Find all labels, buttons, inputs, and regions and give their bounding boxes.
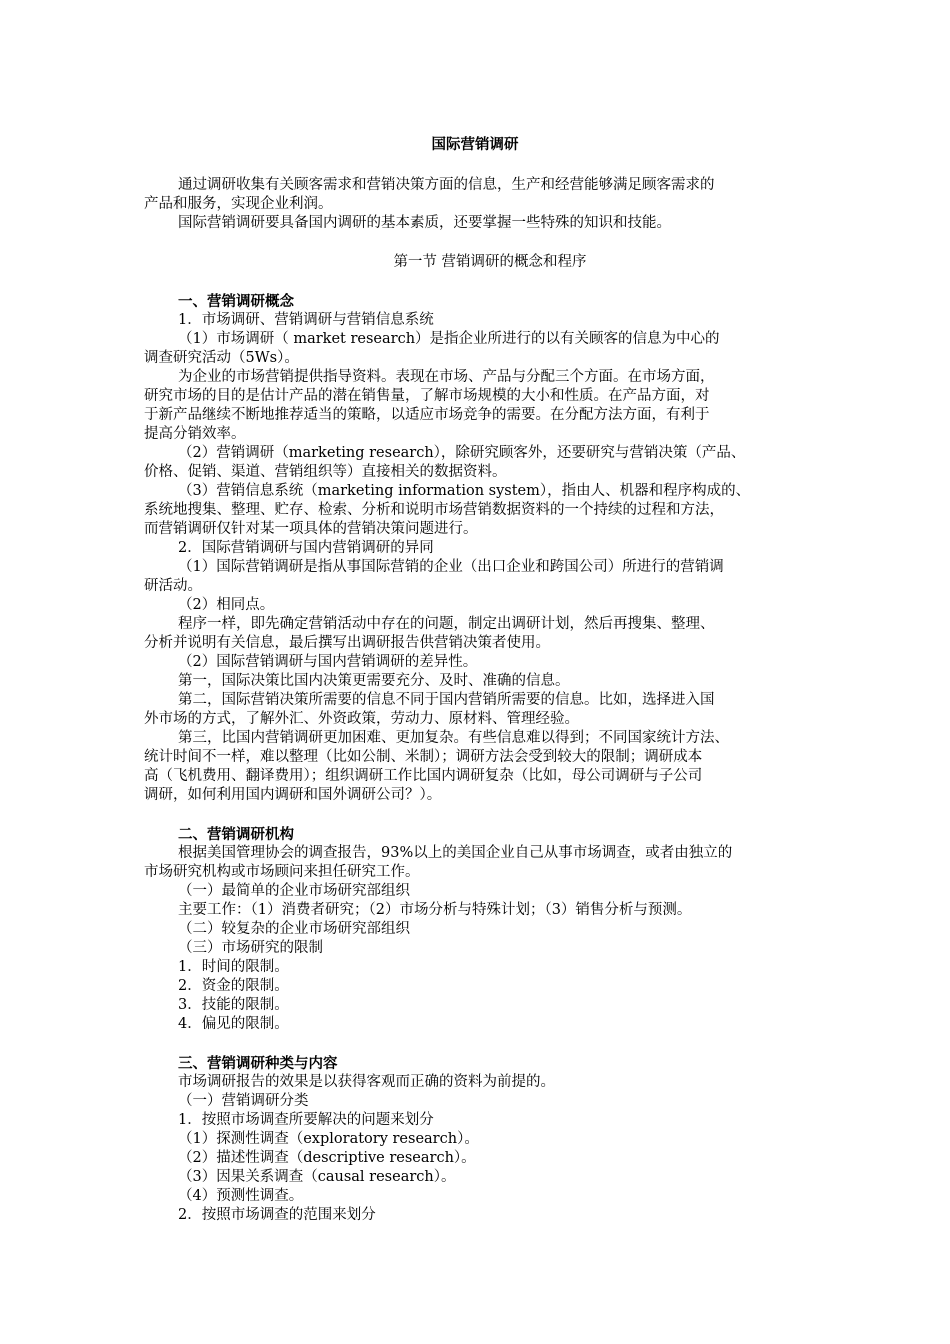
- paragraph-line: （一）最简单的企业市场研究部组织: [178, 883, 410, 899]
- paragraph-line: 3．技能的限制。: [178, 997, 289, 1013]
- paragraph-line: 主要工作：（1）消费者研究；（2）市场分析与特殊计划；（3）销售分析与预测。: [178, 902, 692, 918]
- paragraph-line: 而营销调研仅针对某一项具体的营销决策问题进行。: [144, 521, 478, 537]
- paragraph-line: 提高分销效率。: [144, 426, 246, 442]
- intro-line: 产品和服务，实现企业利润。: [144, 196, 333, 212]
- paragraph-line: 价格、促销、渠道、营销组织等）直接相关的数据资料。: [144, 464, 507, 480]
- intro-line: 国际营销调研要具备国内调研的基本素质，还要掌握一些特殊的知识和技能。: [178, 215, 671, 231]
- paragraph-line: 第二，国际营销决策所需要的信息不同于国内营销所需要的信息。比如，选择进入国: [178, 692, 715, 708]
- paragraph-line: （3）营销信息系统（marketing information system），指由人、机器和程序构成的、: [178, 483, 751, 499]
- paragraph-line: 分析并说明有关信息，最后撰写出调研报告供营销决策者使用。: [144, 635, 550, 651]
- document-title: 国际营销调研: [431, 136, 519, 153]
- paragraph-line: （4）预测性调查。: [178, 1188, 304, 1204]
- paragraph-line: 市场研究机构或市场顾问来担任研究工作。: [144, 864, 420, 880]
- paragraph-line: （2）相同点。: [178, 597, 275, 613]
- paragraph-line: 根据美国管理协会的调查报告，93%以上的美国企业自己从事市场调查，或者由独立的: [178, 845, 733, 861]
- paragraph-line: （3）因果关系调查（causal research）。: [178, 1169, 456, 1185]
- paragraph-line: 1．时间的限制。: [178, 959, 289, 975]
- paragraph-line: （1）探测性调查（exploratory research）。: [178, 1131, 479, 1147]
- paragraph-line: （三）市场研究的限制: [178, 940, 323, 956]
- paragraph-line: （二）较复杂的企业市场研究部组织: [178, 921, 410, 937]
- section-heading: 三、营销调研种类与内容: [178, 1055, 338, 1072]
- section-title: 第一节 营销调研的概念和程序: [393, 254, 587, 270]
- section-heading: 一、营销调研概念: [178, 293, 294, 310]
- paragraph-line: 2．按照市场调查的范围来划分: [178, 1207, 376, 1223]
- paragraph-line: 于新产品继续不断地推荐适当的策略，以适应市场竞争的需要。在分配方法方面，有利于: [144, 407, 710, 423]
- paragraph-line: 统计时间不一样，难以整理（比如公制、米制）；调研方法会受到较大的限制；调研成本: [144, 749, 703, 765]
- paragraph-line: 第一，国际决策比国内决策更需要充分、及时、准确的信息。: [178, 673, 570, 689]
- paragraph-line: 调查研究活动（5Ws）。: [144, 350, 299, 366]
- paragraph-line: 1．市场调研、营销调研与营销信息系统: [178, 312, 434, 328]
- paragraph-line: 研究市场的目的是估计产品的潜在销售量，了解市场规模的大小和性质。在产品方面，对: [144, 388, 710, 404]
- paragraph-line: 第三，比国内营销调研更加困难、更加复杂。有些信息难以得到；不同国家统计方法、: [178, 730, 729, 746]
- paragraph-line: （2）国际营销调研与国内营销调研的差异性。: [178, 654, 478, 670]
- paragraph-line: 2．国际营销调研与国内营销调研的异同: [178, 540, 434, 556]
- paragraph-line: 高（飞机费用、翻译费用）；组织调研工作比国内调研复杂（比如，母公司调研与子公司: [144, 768, 703, 784]
- paragraph-line: （2）描述性调查（descriptive research）。: [178, 1150, 476, 1166]
- paragraph-line: （2）营销调研（marketing research），除研究顾客外，还要研究与营销决策（产品、: [178, 445, 746, 461]
- intro-line: 通过调研收集有关顾客需求和营销决策方面的信息，生产和经营能够满足顾客需求的: [178, 177, 715, 193]
- section-heading: 二、营销调研机构: [178, 826, 294, 843]
- paragraph-line: （一）营销调研分类: [178, 1093, 309, 1109]
- paragraph-line: 调研，如何利用国内调研和国外调研公司？）。: [144, 787, 442, 803]
- paragraph-line: 系统地搜集、整理、贮存、检索、分析和说明市场营销数据资料的一个持续的过程和方法，: [144, 502, 724, 518]
- paragraph-line: 市场调研报告的效果是以获得客观而正确的资料为前提的。: [178, 1074, 555, 1090]
- paragraph-line: （1）市场调研（ market research）是指企业所进行的以有关顾客的信息为中心的: [178, 331, 720, 347]
- paragraph-line: 1．按照市场调查所要解决的问题来划分: [178, 1112, 434, 1128]
- paragraph-line: 为企业的市场营销提供指导资料。表现在市场、产品与分配三个方面。在市场方面，: [178, 369, 715, 385]
- paragraph-line: 程序一样，即先确定营销活动中存在的问题，制定出调研计划，然后再搜集、整理、: [178, 616, 715, 632]
- paragraph-line: （1）国际营销调研是指从事国际营销的企业（出口企业和跨国公司）所进行的营销调: [178, 559, 724, 575]
- paragraph-line: 4．偏见的限制。: [178, 1016, 289, 1032]
- paragraph-line: 2．资金的限制。: [178, 978, 289, 994]
- paragraph-line: 研活动。: [144, 578, 202, 594]
- paragraph-line: 外市场的方式，了解外汇、外资政策，劳动力、原材料、管理经验。: [144, 711, 579, 727]
